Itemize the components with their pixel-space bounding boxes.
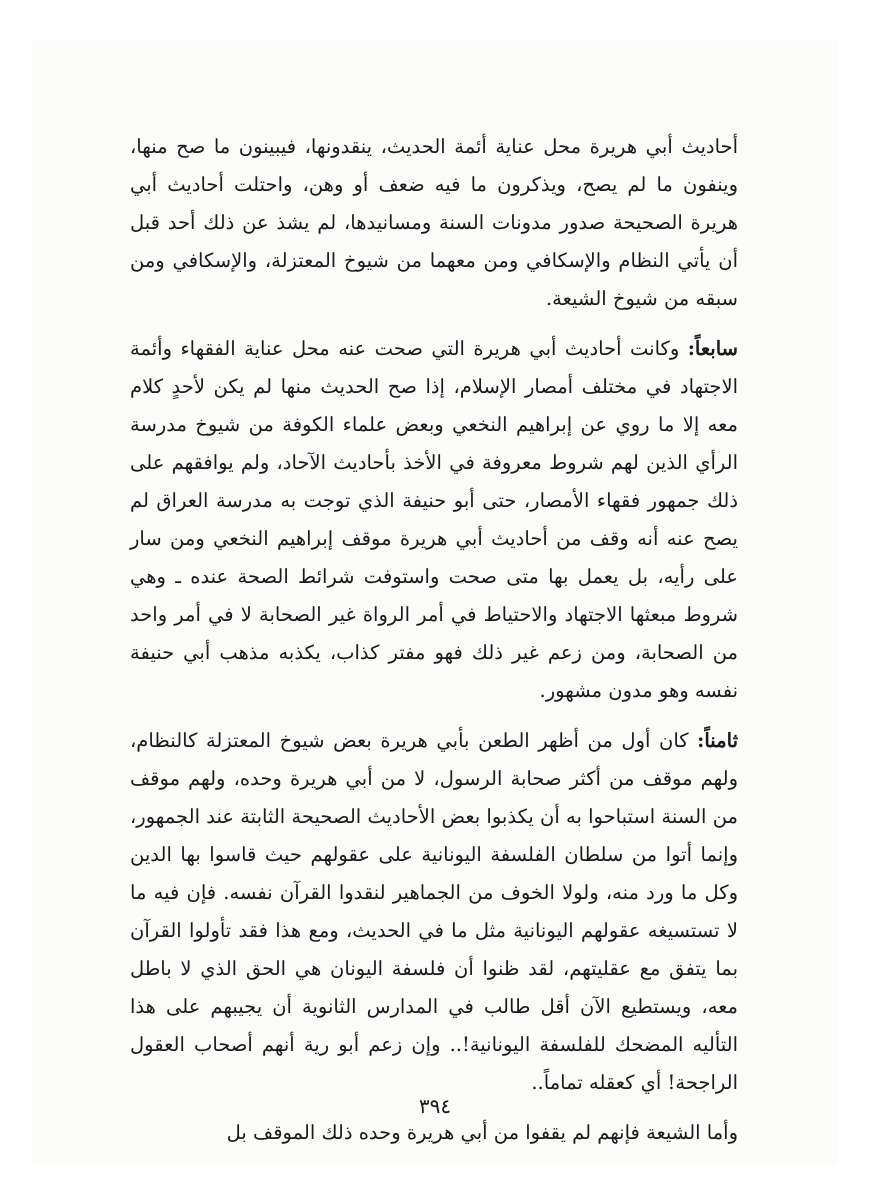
paragraph-eighth — [130, 722, 738, 1102]
paragraph-eighth-text: كان أول من أظهر الطعن بأبي هريرة بعض شيوخ المعتزلة كالنظام، ولهم موقف من أكثر صحابة الرسول، لا من أبي هريرة وحده، ولهم موقف من السنة استباحوا به أن يكذبوا بعض الأحاديث الصحيحة الثابتة عند الجمهور، وإنما أتوا من سلطان الفلسفة اليونانية على عقولهم حيث قاسوا بها الدين وكل ما ورد منه، ولولا الخوف من الجماهير لنقدوا القرآن نفسه. فإن فيه ما لا تستسيغه عقولهم اليونانية مثل ما في الحديث، ومع هذا فقد تأولوا القرآن بما يتفق مع عقليتهم، لقد ظنوا أن فلسفة اليونان هي الحق الذي لا باطل معه، ويستطيع الآن أقل طالب في المدارس الثانوية أن يجيبهم على هذا التأليه المضحك للفلسفة اليونانية!.. وإن زعم أبو رية أنهم أصحاب العقول الراجحة! أي كعقله تماماً.. — [130, 729, 739, 1094]
paragraph-seventh-lead: سابعاً: — [687, 337, 738, 360]
paragraph-eighth-lead: ثامناً: — [697, 729, 738, 752]
paragraph-1-text: أحاديث أبي هريرة محل عناية أئمة الحديث، ينقدونها، فيبينون ما صح منها، وينفون ما لم يصح، ويذكرون ما فيه ضعف أو وهن، واحتلت أحاديث أبي هريرة الصحيحة صدور مدونات السنة ومسانيدها، لم يشذ عن ذلك أحد قبل أن يأتي النظام والإسكافي ومن معهما من شيوخ المعتزلة، والإسكافي ومن سبقه من شيوخ الشيعة. — [130, 135, 738, 310]
body-text — [130, 128, 738, 1164]
paragraph-1 — [130, 128, 738, 318]
paragraph-last — [130, 1114, 738, 1152]
paragraph-last-text: وأما الشيعة فإنهم لم يقفوا من أبي هريرة وحده ذلك الموقف بل — [226, 1121, 738, 1144]
paragraph-seventh-text: وكانت أحاديث أبي هريرة التي صحت عنه محل عناية الفقهاء وأئمة الاجتهاد في مختلف أمصار الإسلام، إذا صح الحديث منها لم يكن لأحدٍ كلام معه إلا ما روي عن إبراهيم النخعي وبعض علماء الكوفة من شيوخ مدرسة الرأي الذين لهم شروط معروفة في الأخذ بأحاديث الآحاد، ولم يوافقهم على ذلك جمهور فقهاء الأمصار، حتى أبو حنيفة الذي توجت به مدرسة العراق لم يصح عنه أنه وقف من أحاديث أبي هريرة موقف إبراهيم النخعي ومن سار على رأيه، بل يعمل بها متى صحت واستوفت شرائط الصحة عنده ـ وهي شروط مبعثها الاجتهاد والاحتياط في أمر الرواة غير الصحابة لا في أمر واحد من الصحابة، ومن زعم غير ذلك فهو مفتر كذاب، يكذبه مذهب أبي حنيفة نفسه وهو مدون مشهور. — [130, 337, 738, 702]
paragraph-seventh — [130, 330, 738, 710]
page-number: ٣٩٤ — [418, 1094, 452, 1118]
